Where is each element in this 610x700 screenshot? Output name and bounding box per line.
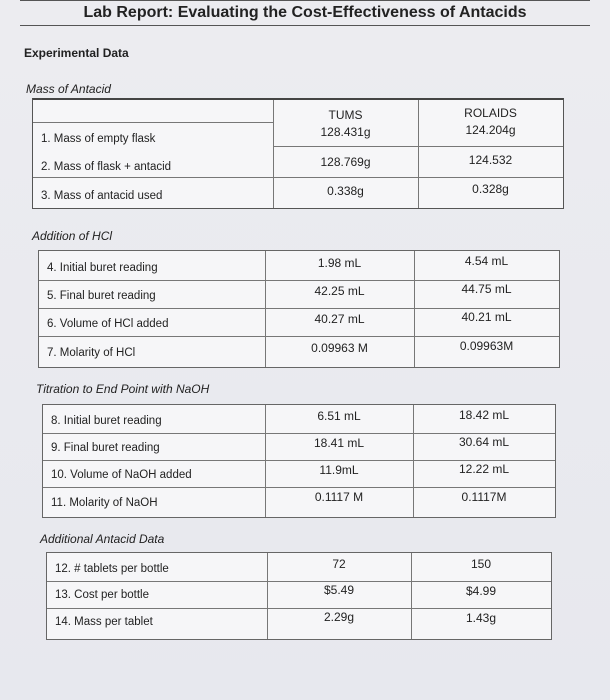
cell-tums: 1.98 mL xyxy=(317,256,362,270)
cell-tums: 6.51 mL xyxy=(317,409,361,423)
cell-rolaids: 0.09963M xyxy=(459,339,514,353)
cell-rolaids: 150 xyxy=(470,557,492,571)
row-label: 7. Molarity of HCl xyxy=(47,347,136,359)
cell-rolaids: 0.328g xyxy=(472,182,509,196)
row-label: 5. Final buret reading xyxy=(47,290,156,302)
cell-rolaids: 18.42 mL xyxy=(458,408,510,422)
cell-tums: 2.29g xyxy=(323,610,355,624)
mass-table xyxy=(32,98,564,209)
hcl-table xyxy=(38,250,560,368)
cell-tums: 0.338g xyxy=(327,184,364,198)
row-label: 4. Initial buret reading xyxy=(47,262,158,274)
section-title-titration: Titration to End Point with NaOH xyxy=(36,382,210,396)
section-title-hcl: Addition of HCl xyxy=(32,229,113,243)
cell-tums: 128.431g xyxy=(320,125,371,139)
cell-rolaids: 4.54 mL xyxy=(464,254,509,268)
row-label: 11. Molarity of NaOH xyxy=(51,497,158,509)
cell-rolaids: 1.43g xyxy=(465,611,497,625)
row-label: 9. Final buret reading xyxy=(51,442,160,454)
cell-rolaids: 12.22 mL xyxy=(458,462,510,476)
cell-tums: 128.769g xyxy=(320,155,371,169)
row-label: 14. Mass per tablet xyxy=(55,616,153,628)
row-label: 1. Mass of empty flask xyxy=(41,133,156,145)
row-label: 6. Volume of HCl added xyxy=(47,318,169,330)
cell-rolaids: 30.64 mL xyxy=(458,435,510,449)
additional-table xyxy=(46,552,552,640)
row-label: 8. Initial buret reading xyxy=(51,415,162,427)
cell-rolaids: 40.21 mL xyxy=(461,310,512,324)
page-title: Lab Report: Evaluating the Cost-Effectiveness of Antacids xyxy=(20,0,590,26)
cell-rolaids: 124.532 xyxy=(468,153,513,167)
cell-tums: 18.41 mL xyxy=(313,436,365,450)
cell-tums: $5.49 xyxy=(323,583,355,597)
row-label: 12. # tablets per bottle xyxy=(55,563,169,575)
cell-tums: 72 xyxy=(332,557,346,571)
column-header-tums: TUMS xyxy=(328,108,363,122)
row-label: 3. Mass of antacid used xyxy=(41,190,163,202)
section-heading: Experimental Data xyxy=(24,46,129,60)
section-title-mass: Mass of Antacid xyxy=(26,82,111,96)
cell-tums: 40.27 mL xyxy=(314,312,365,326)
cell-rolaids: $4.99 xyxy=(465,584,497,598)
row-label: 10. Volume of NaOH added xyxy=(51,469,192,481)
cell-rolaids: 124.204g xyxy=(465,123,516,137)
cell-rolaids: 0.1117M xyxy=(461,490,507,504)
cell-rolaids: 44.75 mL xyxy=(461,282,512,296)
column-header-rolaids: ROLAIDS xyxy=(464,106,517,120)
row-label: 13. Cost per bottle xyxy=(55,589,149,601)
section-title-additional: Additional Antacid Data xyxy=(40,532,165,546)
row-label: 2. Mass of flask + antacid xyxy=(41,161,172,173)
cell-tums: 0.1117 M xyxy=(314,490,364,504)
cell-tums: 42.25 mL xyxy=(314,284,365,298)
cell-tums: 11.9mL xyxy=(319,463,359,477)
titration-table xyxy=(42,404,556,518)
cell-tums: 0.09963 M xyxy=(311,341,368,355)
